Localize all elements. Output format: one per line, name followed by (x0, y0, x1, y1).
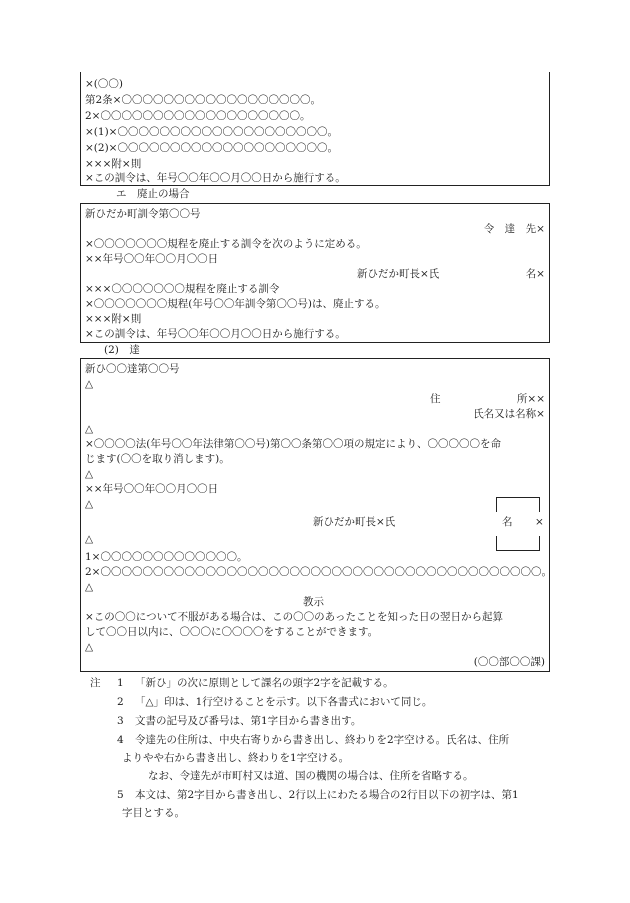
body-line: ×〇〇〇〇法(年号〇〇年法律第〇〇号)第〇〇条第〇〇項の規定により、〇〇〇〇〇を命 (85, 438, 501, 450)
box-line: 2×〇〇〇〇〇〇〇〇〇〇〇〇〇〇〇〇〇〇〇。 (85, 110, 311, 122)
blank-line-mark: △ (85, 423, 94, 435)
stamp-x-char: × (535, 516, 544, 528)
box-line: ×(〇〇) (85, 78, 123, 90)
box-line: ×この訓令は、年号〇〇年〇〇月〇〇日から施行する。 (85, 172, 346, 184)
note-number: 2 (117, 696, 124, 708)
box-line: ×××附×則 (85, 158, 142, 170)
note-text: 本文は、第2字目から書き出し、2行以上にわたる場合の2行目以下の初字は、第1 (135, 789, 519, 801)
blank-line-mark: △ (85, 533, 94, 545)
address-value: 所×× (516, 393, 545, 405)
blank-line-mark: △ (85, 468, 94, 480)
section-heading-2: (2) 達 (104, 344, 140, 356)
body-line: ×この〇〇について不服がある場合は、この〇〇のあったことを知った日の翌日から起算 (85, 611, 503, 623)
blank-line-mark: △ (85, 378, 94, 390)
note-text: よりやや右から書き出し、終わりを1字空ける。 (122, 752, 350, 764)
item-line: 1×〇〇〇〇〇〇〇〇〇〇〇〇〇。 (85, 551, 248, 563)
mayor-name: 名× (525, 268, 545, 280)
section-heading-e: エ 廃止の場合 (116, 188, 190, 200)
box-line: 第2条×〇〇〇〇〇〇〇〇〇〇〇〇〇〇〇〇〇〇。 (85, 94, 321, 106)
box-line: ×(1)×〇〇〇〇〇〇〇〇〇〇〇〇〇〇〇〇〇〇〇〇。 (85, 126, 338, 138)
notice-form-box (80, 358, 550, 672)
blank-line-mark: △ (85, 498, 94, 510)
body-line: して〇〇日以内に、〇〇〇に〇〇〇〇をすることができます。 (85, 626, 379, 638)
note-text: 「新ひ」の次に原則として課名の頭字2字を記載する。 (135, 677, 394, 689)
box-line: ×(2)×〇〇〇〇〇〇〇〇〇〇〇〇〇〇〇〇〇〇〇〇。 (85, 142, 338, 154)
note-text: 「△」印は、1行空けることを示す。以下各書式において同じ。 (135, 696, 433, 708)
addressee: 令 達 先× (483, 223, 545, 235)
name-label: 氏名又は名称× (473, 408, 545, 420)
item-line: 2×〇〇〇〇〇〇〇〇〇〇〇〇〇〇〇〇〇〇〇〇〇〇〇〇〇〇〇〇〇〇〇〇〇〇〇〇〇〇〇〇〇〇。 (85, 566, 552, 578)
department-label: (〇〇部〇〇課) (473, 656, 545, 668)
body-line: ×〇〇〇〇〇〇〇規程(年号〇〇年訓令第〇〇号)は、廃止する。 (85, 298, 386, 310)
body-line: ×この訓令は、年号〇〇年〇〇月〇〇日から施行する。 (85, 328, 346, 340)
mayor-label: 新ひだか町長×氏 (357, 268, 440, 280)
blank-line-mark: △ (85, 641, 94, 653)
body-line: じます(〇〇を取り消します)。 (85, 453, 230, 465)
notes-label: 注 (90, 677, 101, 689)
note-number: 1 (117, 677, 124, 689)
body-line: ×〇〇〇〇〇〇〇規程を廃止する訓令を次のように定める。 (85, 238, 367, 250)
note-text: 令達先の住所は、中央右寄りから書き出し、終わりを2字空ける。氏名は、住所 (135, 734, 510, 746)
order-number: 新ひだか町訓令第〇〇号 (85, 208, 201, 220)
note-text: 字目とする。 (122, 807, 185, 819)
date-line: ××年号〇〇年〇〇月〇〇日 (85, 253, 219, 265)
address-label: 住 (430, 393, 441, 405)
body-line: ×××附×則 (85, 313, 142, 325)
body-line: ×××〇〇〇〇〇〇〇規程を廃止する訓令 (85, 283, 280, 295)
kyouji-heading: 教示 (303, 596, 324, 608)
stamp-name-char: 名 (502, 516, 513, 528)
note-text: 文書の記号及び番号は、第1字目から書き出す。 (135, 715, 362, 727)
note-number: 5 (117, 789, 124, 801)
note-number: 4 (117, 734, 124, 746)
date-line: ××年号〇〇年〇〇月〇〇日 (85, 483, 219, 495)
mayor-label: 新ひだか町長×氏 (313, 516, 396, 528)
abolition-form-box (80, 203, 550, 343)
top-form-box (80, 72, 550, 186)
notice-number: 新ひ〇〇達第〇〇号 (85, 363, 180, 375)
blank-line-mark: △ (85, 581, 94, 593)
note-text: なお、令達先が市町村又は道、国の機関の場合は、住所を省略する。 (148, 770, 474, 782)
note-number: 3 (117, 715, 124, 727)
